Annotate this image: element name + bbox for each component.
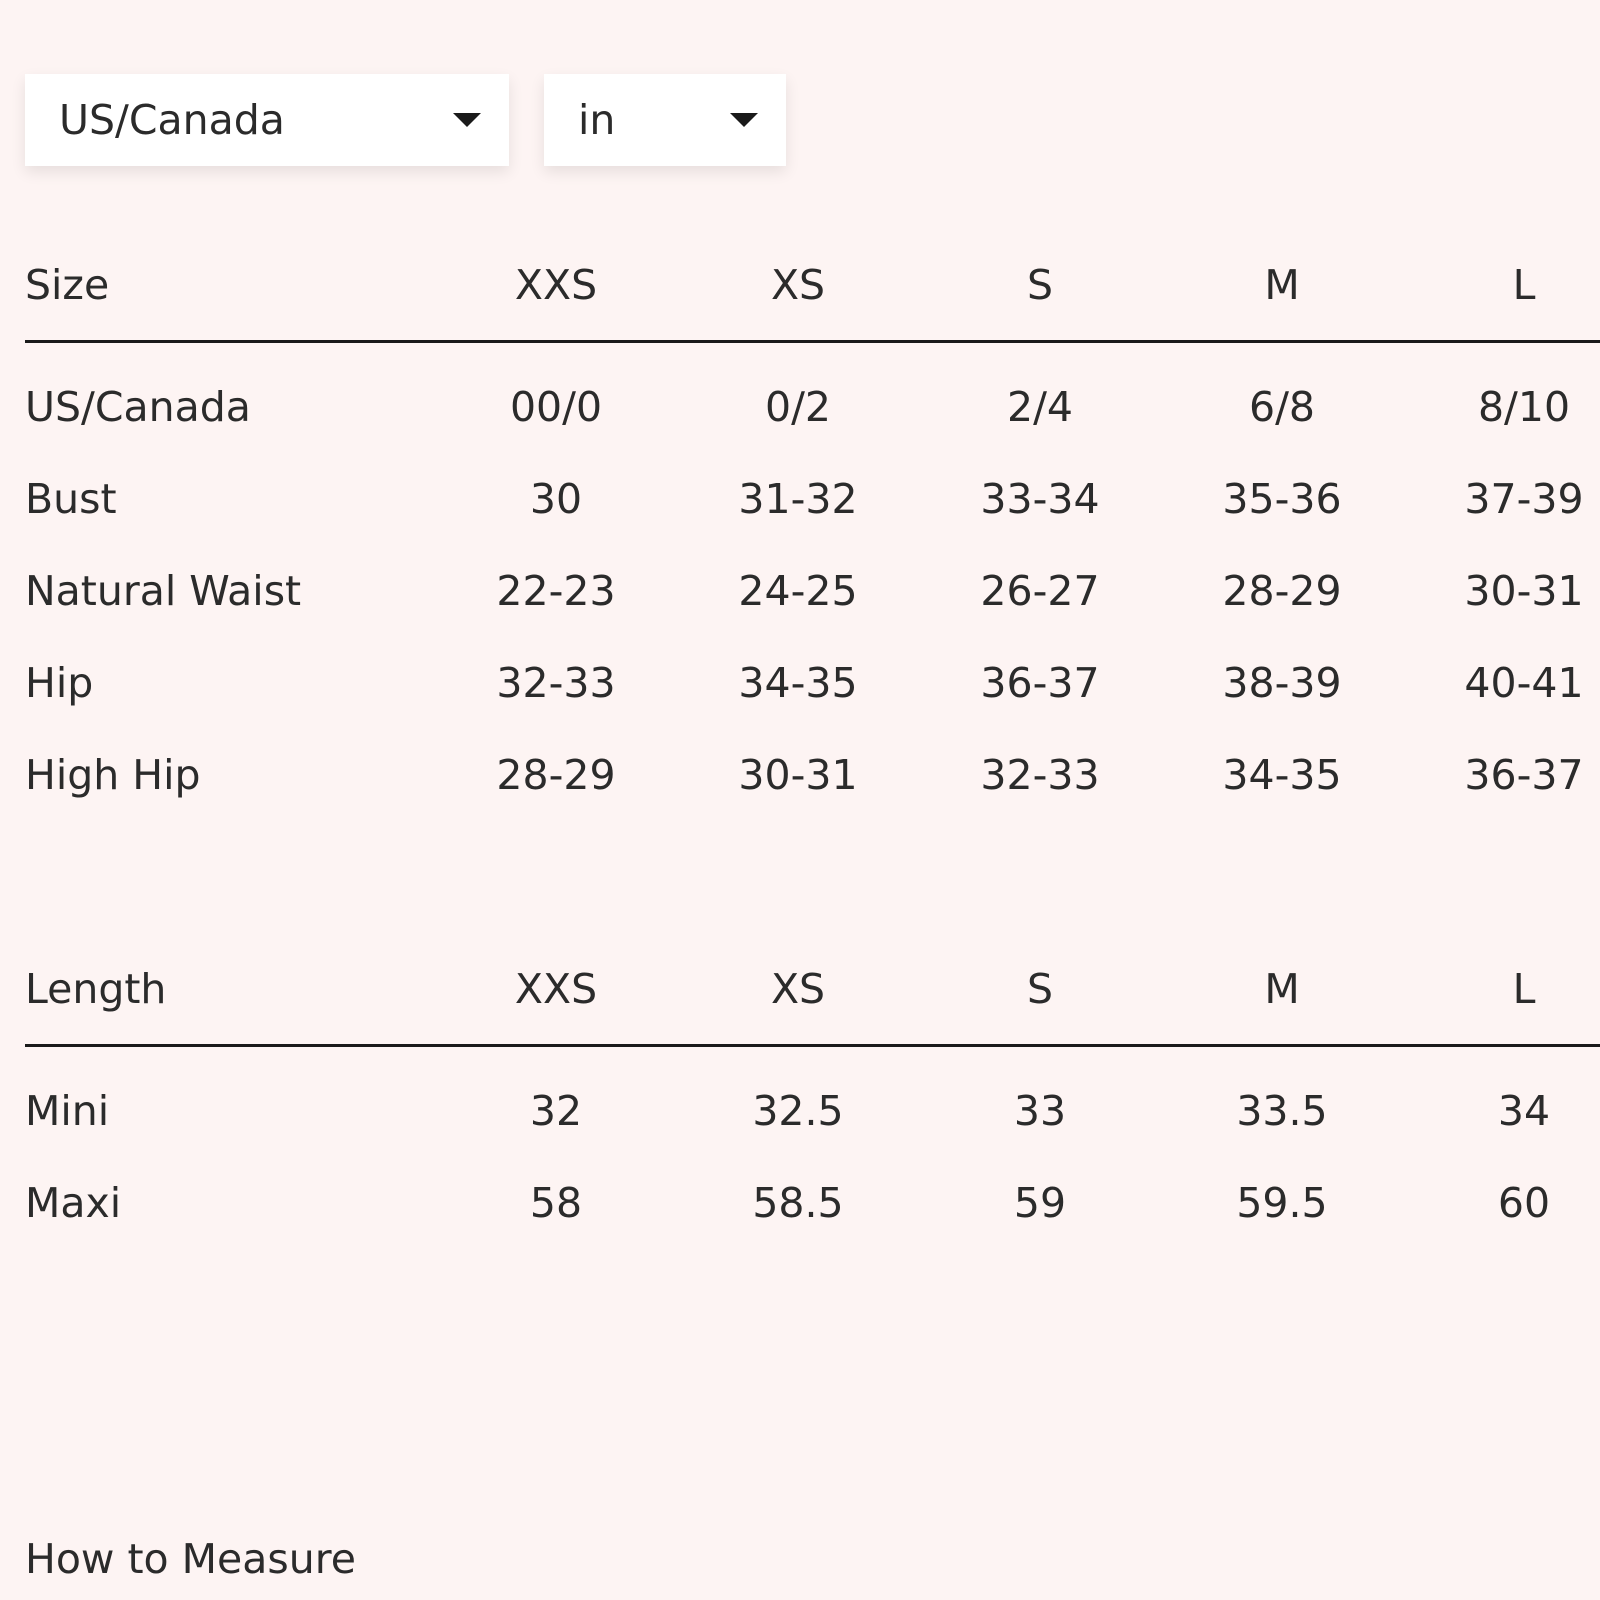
row-label: Maxi: [25, 1179, 122, 1227]
row-label: US/Canada: [25, 383, 251, 431]
table-cell: 00/0: [509, 383, 603, 431]
table-cell: 33: [1013, 1087, 1067, 1135]
table-cell: 2/4: [1007, 383, 1073, 431]
header-cell-size: L: [1403, 228, 1600, 342]
table-cell: 38-39: [1222, 659, 1342, 707]
table-cell: 36-37: [980, 659, 1100, 707]
table-cell: 60: [1497, 1179, 1551, 1227]
table-cell: 32-33: [496, 659, 616, 707]
table-cell: 30: [529, 475, 583, 523]
chevron-down-icon: [453, 113, 481, 127]
body-measurements-table: [25, 228, 1600, 821]
table-cell: 33.5: [1236, 1087, 1328, 1135]
table-cell: 22-23: [496, 567, 616, 615]
length-table: [25, 932, 1600, 1249]
table-cell: 58.5: [752, 1179, 844, 1227]
table-cell: 30-31: [1464, 567, 1584, 615]
table-row: [25, 545, 1600, 637]
header-cell-size: S: [919, 932, 1161, 1046]
table-row: [25, 1046, 1600, 1158]
header-row: [25, 932, 1600, 1046]
table-row: [25, 342, 1600, 454]
table-cell: 32: [529, 1087, 583, 1135]
table-cell: 34-35: [738, 659, 858, 707]
header-cell-size: L: [1403, 932, 1600, 1046]
table-cell: 34: [1497, 1087, 1551, 1135]
header-cell-size: XS: [677, 932, 919, 1046]
body-table-header: [25, 228, 1600, 342]
table-cell: 8/10: [1477, 383, 1571, 431]
table-cell: 33-34: [980, 475, 1100, 523]
table-cell: 35-36: [1222, 475, 1342, 523]
header-cell-label: Length: [25, 932, 435, 1046]
table-cell: 59.5: [1236, 1179, 1328, 1227]
table-cell: 28-29: [496, 751, 616, 799]
header-row: [25, 228, 1600, 342]
body-table-rows: [25, 342, 1600, 822]
table-cell: 40-41: [1464, 659, 1584, 707]
header-cell-size: XXS: [435, 228, 677, 342]
row-label: Hip: [25, 659, 94, 707]
row-label: Mini: [25, 1087, 110, 1135]
table-cell: 59: [1013, 1179, 1067, 1227]
header-cell-size: XS: [677, 228, 919, 342]
table-row: [25, 729, 1600, 821]
row-label: Natural Waist: [25, 567, 302, 615]
length-table-header: [25, 932, 1600, 1046]
table-cell: 32-33: [980, 751, 1100, 799]
header-cell-size: M: [1161, 932, 1403, 1046]
unit-dropdown[interactable]: [544, 74, 786, 166]
table-row: [25, 637, 1600, 729]
header-cell-size: XXS: [435, 932, 677, 1046]
size-selectors: [25, 74, 786, 166]
table-row: [25, 453, 1600, 545]
header-cell-size: S: [919, 228, 1161, 342]
region-dropdown-value: US/Canada: [59, 96, 285, 144]
row-label: High Hip: [25, 751, 201, 799]
table-cell: 58: [529, 1179, 583, 1227]
region-dropdown[interactable]: [25, 74, 509, 166]
length-table-rows: [25, 1046, 1600, 1250]
table-cell: 34-35: [1222, 751, 1342, 799]
table-cell: 0/2: [765, 383, 831, 431]
table-cell: 37-39: [1464, 475, 1584, 523]
table-cell: 24-25: [738, 567, 858, 615]
header-cell-size: M: [1161, 228, 1403, 342]
header-cell-label: Size: [25, 228, 435, 342]
table-cell: 30-31: [738, 751, 858, 799]
table-cell: 6/8: [1249, 383, 1315, 431]
chevron-down-icon: [730, 113, 758, 127]
table-cell: 26-27: [980, 567, 1100, 615]
table-cell: 36-37: [1464, 751, 1584, 799]
how-to-measure-heading: How to Measure: [25, 1535, 356, 1583]
row-label: Bust: [25, 475, 117, 523]
table-cell: 28-29: [1222, 567, 1342, 615]
table-row: [25, 1157, 1600, 1249]
table-cell: 31-32: [738, 475, 858, 523]
table-cell: 32.5: [752, 1087, 844, 1135]
unit-dropdown-value: in: [578, 96, 616, 144]
